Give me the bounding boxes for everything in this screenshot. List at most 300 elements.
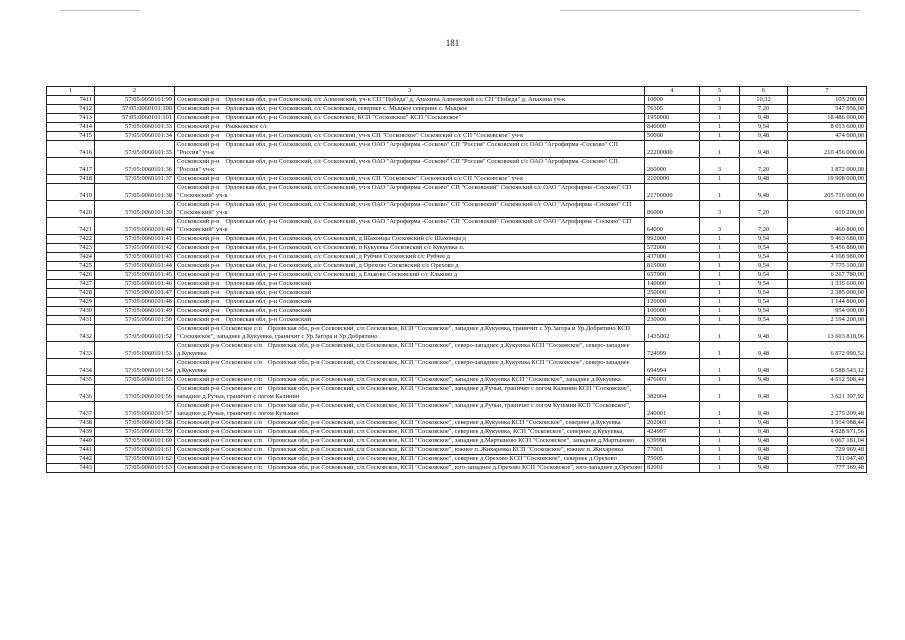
area-cell: 50000: [645, 132, 700, 141]
rate-cell: 9,48: [740, 325, 788, 342]
cadastral-number-cell: 57:05:0060101:37: [95, 175, 175, 184]
category-cell: 1: [700, 96, 740, 105]
row-number-cell: 7424: [47, 253, 95, 262]
table-row: [47, 271, 867, 280]
category-cell: 1: [700, 307, 740, 316]
location-cell: [175, 298, 645, 307]
cadastral-number-cell: 57:05:0060101:41: [95, 235, 175, 244]
value-cell: 6 267 780,00: [788, 271, 867, 280]
rate-cell: 9,48: [740, 428, 788, 437]
category-cell: 3: [700, 218, 740, 235]
area-cell: 424997: [645, 428, 700, 437]
region-text: Сосковский р-н: [177, 280, 220, 287]
area-cell: 815000: [645, 262, 700, 271]
row-number-cell: 7430: [47, 307, 95, 316]
region-text: Сосковский р-н: [177, 244, 220, 251]
region-text: Сосковский р-н Сосковское с/п: [177, 446, 262, 453]
category-cell: 1: [700, 123, 740, 132]
rate-cell: 9,48: [740, 114, 788, 123]
table-header-row: [47, 87, 867, 96]
area-cell: 75005: [645, 455, 700, 464]
category-cell: 1: [700, 402, 740, 419]
region-text: Сосковский р-н: [177, 289, 220, 296]
location-cell: [175, 262, 645, 271]
region-text: Сосковский р-н Сосковское с/п: [177, 385, 262, 392]
cadastral-number-cell: 57:05:0060101:34: [95, 132, 175, 141]
region-text: Сосковский р-н: [177, 262, 220, 269]
location-cell: [175, 175, 645, 184]
value-cell: 777 369,48: [788, 464, 867, 473]
table-row: [47, 96, 867, 105]
location-cell: [175, 402, 645, 419]
address-text: Орловская обл, р-н Сосковский, с/п Сосковское, КСП "Сосковское", западнее д.Ручьи, граничит с логом Кузьмин КСП "Сосковское", западнее д.Ручьи, граничит с логом Кузьмин: [177, 402, 631, 417]
value-cell: 6 588 543,12: [788, 359, 867, 376]
location-cell: [175, 437, 645, 446]
rate-cell: 7,20: [740, 105, 788, 114]
address-text: Орловская обл, р-н Сосковский: [225, 298, 312, 305]
table-row: [47, 123, 867, 132]
rate-cell: 9,48: [740, 141, 788, 158]
area-cell: 120000: [645, 298, 700, 307]
address-text: Орловская обл, р-н Сосковский: [225, 280, 312, 287]
row-number-cell: 7439: [47, 428, 95, 437]
category-cell: 1: [700, 235, 740, 244]
location-cell: [175, 280, 645, 289]
area-cell: 657000: [645, 271, 700, 280]
value-cell: 6 067 181,04: [788, 437, 867, 446]
value-cell: 3 621 397,92: [788, 385, 867, 402]
area-cell: 1950000: [645, 114, 700, 123]
row-number-cell: 7442: [47, 455, 95, 464]
cadastral-number-cell: 57:05:0060101:38: [95, 184, 175, 201]
cadastral-number-cell: 57:05:0060101:58: [95, 419, 175, 428]
region-text: Сосковский р-н: [177, 96, 220, 103]
area-cell: 572000: [645, 244, 700, 253]
rate-cell: 7,20: [740, 201, 788, 218]
cadastral-number-cell: 57:05:0060101:52: [95, 325, 175, 342]
column-header: 6: [740, 87, 788, 96]
rate-cell: 9,54: [740, 289, 788, 298]
table-row: [47, 218, 867, 235]
area-cell: 992000: [645, 235, 700, 244]
area-cell: 476003: [645, 376, 700, 385]
category-cell: 1: [700, 298, 740, 307]
rate-cell: 9,48: [740, 385, 788, 402]
row-number-cell: 7436: [47, 385, 95, 402]
region-text: Сосковский р-н Сосковское с/п: [177, 376, 262, 383]
row-number-cell: 7425: [47, 262, 95, 271]
region-text: Сосковский р-н: [177, 298, 220, 305]
location-cell: [175, 235, 645, 244]
table-row: [47, 158, 867, 175]
region-text: Сосковский р-н: [177, 114, 220, 121]
area-cell: 437000: [645, 253, 700, 262]
cadastral-number-cell: 57:05:0060101:54: [95, 359, 175, 376]
cadastral-number-cell: 57:05:0060101:100: [95, 105, 175, 114]
region-text: Сосковский р-н: [177, 123, 220, 130]
scan-artifact-right: [560, 10, 860, 11]
address-text: Орловская обл, р-н Сосковский, с/п Сосковское, КСП "Сосковское", западнее д.Ручьи, граничит с логом Калинин КСП "Сосковское", западнее д.Ручьи, граничит с логом Калинин: [177, 385, 632, 400]
region-text: Сосковский р-н: [177, 307, 220, 314]
value-cell: 18 486 000,00: [788, 114, 867, 123]
address-text: Орловская обл, р-н Сосковский, с/с Алпеевский, уч-к СП "Победа" д. Анахина Алпеевский с/с СП "Победа" д. Анахина уч-к: [225, 96, 566, 103]
table-row: [47, 298, 867, 307]
value-cell: 4 168 980,00: [788, 253, 867, 262]
region-text: Сосковский р-н Сосковское с/п: [177, 325, 262, 332]
table-row: [47, 316, 867, 325]
row-number-cell: 7423: [47, 244, 95, 253]
category-cell: 1: [700, 446, 740, 455]
address-text: Орловская обл, р-н Сосковский, с/с Сосковский, уч-к ОАО "Агрофирма -Сосково" СП "Сосковский" Сосковский с/с ОАО "Агрофирма -Сосково" СП "Сосковский" уч-к: [177, 184, 632, 199]
value-cell: 619 200,00: [788, 201, 867, 218]
region-text: Сосковский р-н: [177, 141, 220, 148]
row-number-cell: 7443: [47, 464, 95, 473]
address-text: Орловская обл, р-н Сосковский, с/п Сосковское, КСП "Сосковское", севернее д.Кукуевка, КСП "Сосковское", севернее д.Кукуевка,: [267, 428, 624, 435]
value-cell: 729 969,48: [788, 446, 867, 455]
address-text: Орловская обл, р-н Сосковский, с/п Сосковское, КСП "Сосковское", севернее д.Орехово КСП "Сосковское", севернее д.Орехово: [267, 455, 617, 462]
address-text: Орловская обл, р-н Сосковский, с/п Сосковское, КСП "Сосковское", юго-западнее д.Орехово КСП "Сосковское", юго-западнее д.Орехово: [267, 464, 642, 471]
row-number-cell: 7416: [47, 141, 95, 158]
location-cell: [175, 114, 645, 123]
row-number-cell: 7420: [47, 201, 95, 218]
column-header: 1: [47, 87, 95, 96]
value-cell: 711 047,40: [788, 455, 867, 464]
cadastral-number-cell: 57:05:0060101:47: [95, 289, 175, 298]
value-cell: 205 716 000,00: [788, 184, 867, 201]
value-cell: 1 335 600,00: [788, 280, 867, 289]
table-row: [47, 307, 867, 316]
area-cell: 140000: [645, 280, 700, 289]
row-number-cell: 7431: [47, 316, 95, 325]
row-number-cell: 7433: [47, 342, 95, 359]
address-text: Орловская обл, р-н Сосковский: [225, 307, 312, 314]
location-cell: [175, 428, 645, 437]
address-text: Орловская обл, р-н Сосковский, с/с Сосковский, д Шахонцы Сосковский с/с Шахонцы д: [225, 235, 466, 242]
address-text: Орловская обл, р-н Сосковский: [225, 289, 312, 296]
column-header: 4: [645, 87, 700, 96]
area-cell: 382004: [645, 385, 700, 402]
category-cell: 1: [700, 325, 740, 342]
rate-cell: 9,48: [740, 464, 788, 473]
cadastral-number-cell: 57:05:0060101:46: [95, 280, 175, 289]
location-cell: [175, 271, 645, 280]
area-cell: 639998: [645, 437, 700, 446]
category-cell: 3: [700, 201, 740, 218]
region-text: Сосковский р-н: [177, 184, 220, 191]
area-cell: 2100000: [645, 175, 700, 184]
table-row: [47, 262, 867, 271]
address-text: Рыжковское с/с: [225, 123, 268, 130]
location-cell: [175, 446, 645, 455]
region-text: Сосковский р-н Сосковское с/п: [177, 342, 262, 349]
category-cell: 3: [700, 158, 740, 175]
rate-cell: 9,54: [740, 262, 788, 271]
table-row: [47, 114, 867, 123]
area-cell: 250000: [645, 289, 700, 298]
address-text: Орловская обл, р-н Сосковский, с/с Сосковский, п Кукуевка Сосковский с/с Кукуевка п.: [225, 244, 465, 251]
region-text: Сосковский р-н: [177, 218, 220, 225]
rate-cell: 10,32: [740, 96, 788, 105]
rate-cell: 9,48: [740, 342, 788, 359]
address-text: Орловская обл, р-н Сосковский, с/п Сосковское, КСП "Сосковское", западнее д.Кукуевка, граничит с Ур.Загора и Ур.Добрятино КСП "Сосковское", западнее д.Кукуевка, граничит с Ур.Загора и Ур.Добрятино: [177, 325, 631, 340]
value-cell: 4 028 971,56: [788, 428, 867, 437]
location-cell: [175, 123, 645, 132]
address-text: Орловская обл, р-н Сосковский, с/с Сосковский, уч-к ОАО "Агрофирма -Сосково" СП "Россия" Сосковский с/с ОАО "Агрофирма -Сосково" СП "Россия" уч-к: [177, 141, 618, 156]
region-text: Сосковский р-н Сосковское с/п: [177, 428, 262, 435]
location-cell: [175, 325, 645, 342]
value-cell: 954 000,00: [788, 307, 867, 316]
area-cell: 724999: [645, 342, 700, 359]
address-text: Орловская обл, р-н Сосковский, с/с Сосковский, уч-к СП "Сосковское" Сосковский с/с СП "Сосковское" уч-к: [225, 132, 524, 139]
page-number: 181: [445, 38, 460, 48]
area-cell: 77001: [645, 446, 700, 455]
value-cell: 2 275 209,48: [788, 402, 867, 419]
row-number-cell: 7426: [47, 271, 95, 280]
cadastral-number-cell: 57:05:0060101:45: [95, 271, 175, 280]
table-row: [47, 464, 867, 473]
region-text: Сосковский р-н: [177, 158, 220, 165]
address-text: Орловская обл, р-н Сосковский, с/п Сосковское, КСП "Сосковское", западнее д.Мартыновo КСП "Сосковское", западнее д.Мартыновo: [267, 437, 635, 444]
address-text: Орловская обл, р-н Сосковский, с/с Сосковский, уч-к ОАО "Агрофирма -Сосково" СП "Сосковский" Сосковский с/с ОАО "Агрофирма -Сосково" СП "Сосковский" уч-к: [177, 201, 632, 216]
rate-cell: 9,54: [740, 280, 788, 289]
category-cell: 1: [700, 280, 740, 289]
region-text: Сосковский р-н: [177, 105, 220, 112]
location-cell: [175, 184, 645, 201]
row-number-cell: 7440: [47, 437, 95, 446]
row-number-cell: 7417: [47, 158, 95, 175]
table-row: [47, 446, 867, 455]
land-plots-table: [46, 86, 867, 473]
row-number-cell: 7432: [47, 325, 95, 342]
category-cell: 1: [700, 244, 740, 253]
row-number-cell: 7414: [47, 123, 95, 132]
cadastral-number-cell: 57:05:0060101:101: [95, 114, 175, 123]
location-cell: [175, 158, 645, 175]
cadastral-number-cell: 57:05:0060101:36: [95, 158, 175, 175]
table-row: [47, 201, 867, 218]
location-cell: [175, 96, 645, 105]
table-row: [47, 184, 867, 201]
location-cell: [175, 244, 645, 253]
table-row: [47, 342, 867, 359]
rate-cell: 9,48: [740, 437, 788, 446]
scan-artifact-left: [60, 10, 140, 11]
column-header: 3: [175, 87, 645, 96]
row-number-cell: 7415: [47, 132, 95, 141]
cadastral-number-cell: 57:05:0060101:39: [95, 201, 175, 218]
address-text: Орловская обл, р-н Сосковский, с/с Сосковский, д Ельково Сосковский с/с Ельково д: [225, 271, 458, 278]
rate-cell: 9,48: [740, 184, 788, 201]
address-text: Орловская обл, р-н Сосковский, с/с Сосковский, уч-к ОАО "Агрофирма -Сосково" СП "Россия" Сосковский с/с ОАО "Агрофирма -Сосково" СП "Россия" уч-к: [177, 158, 618, 173]
region-text: Сосковский р-н: [177, 132, 220, 139]
cadastral-number-cell: 57:05:0060101:50: [95, 316, 175, 325]
area-cell: 86000: [645, 201, 700, 218]
rate-cell: 7,20: [740, 218, 788, 235]
table-row: [47, 325, 867, 342]
location-cell: [175, 419, 645, 428]
location-cell: [175, 376, 645, 385]
table-row: [47, 253, 867, 262]
value-cell: 460 800,00: [788, 218, 867, 235]
table-body: [47, 96, 867, 473]
rate-cell: 9,54: [740, 123, 788, 132]
category-cell: 1: [700, 141, 740, 158]
table-row: [47, 141, 867, 158]
location-cell: [175, 359, 645, 376]
location-cell: [175, 253, 645, 262]
location-cell: [175, 307, 645, 316]
rate-cell: 9,54: [740, 253, 788, 262]
cadastral-number-cell: 57:05:0060101:63: [95, 464, 175, 473]
area-cell: 10000: [645, 96, 700, 105]
rate-cell: 9,54: [740, 307, 788, 316]
value-cell: 1 144 800,00: [788, 298, 867, 307]
region-text: Сосковский р-н: [177, 316, 220, 323]
cadastral-number-cell: 57:05:0060101:49: [95, 307, 175, 316]
category-cell: 1: [700, 289, 740, 298]
region-text: Сосковский р-н: [177, 175, 220, 182]
rate-cell: 9,48: [740, 132, 788, 141]
value-cell: 1 914 988,44: [788, 419, 867, 428]
row-number-cell: 7434: [47, 359, 95, 376]
cadastral-number-cell: 57:05:0060101:35: [95, 141, 175, 158]
location-cell: [175, 132, 645, 141]
table-row: [47, 455, 867, 464]
table-row: [47, 289, 867, 298]
row-number-cell: 7438: [47, 419, 95, 428]
row-number-cell: 7435: [47, 376, 95, 385]
category-cell: 1: [700, 262, 740, 271]
cadastral-number-cell: 57:05:0060101:55: [95, 376, 175, 385]
value-cell: 2 385 000,00: [788, 289, 867, 298]
region-text: Сосковский р-н: [177, 253, 220, 260]
rate-cell: 9,54: [740, 271, 788, 280]
area-cell: 64000: [645, 218, 700, 235]
area-cell: 100000: [645, 307, 700, 316]
area-cell: 260000: [645, 158, 700, 175]
table-row: [47, 175, 867, 184]
area-cell: 21700000: [645, 184, 700, 201]
row-number-cell: 7429: [47, 298, 95, 307]
row-number-cell: 7437: [47, 402, 95, 419]
region-text: Сосковский р-н: [177, 235, 220, 242]
rate-cell: 9,54: [740, 298, 788, 307]
rate-cell: 9,48: [740, 376, 788, 385]
table-row: [47, 105, 867, 114]
address-text: Орловская обл, р-н Сосковский, с/п Сосковское, КСП "Сосковское", западнее д.Кукуевка КСП "Сосковское", западнее д.Кукуевка: [267, 376, 621, 383]
row-number-cell: 7413: [47, 114, 95, 123]
address-text: Орловская обл, р-н Сосковский, с/п Сосковское, КСП "Сосковское", южнее п..Жихаревка КСП "Сосковское", южнее п..Жихаревка: [267, 446, 624, 453]
table-row: [47, 419, 867, 428]
value-cell: 5 456 880,00: [788, 244, 867, 253]
region-text: Сосковский р-н: [177, 201, 220, 208]
value-cell: 474 000,00: [788, 132, 867, 141]
category-cell: 1: [700, 316, 740, 325]
category-cell: 1: [700, 419, 740, 428]
cadastral-number-cell: 57:05:0060101:43: [95, 253, 175, 262]
row-number-cell: 7422: [47, 235, 95, 244]
rate-cell: 9,48: [740, 402, 788, 419]
row-number-cell: 7427: [47, 280, 95, 289]
area-cell: 240001: [645, 402, 700, 419]
cadastral-number-cell: 57:05:0060101:44: [95, 262, 175, 271]
location-cell: [175, 316, 645, 325]
category-cell: 1: [700, 175, 740, 184]
table-row: [47, 280, 867, 289]
address-text: Орловская обл, р-н Сосковский, с/п Сосковское, КСП "Сосковское", севернее д.Кукуевка КСП "Сосковское", севернее д.Кукуевка: [267, 419, 621, 426]
column-header: 5: [700, 87, 740, 96]
table-row: [47, 235, 867, 244]
location-cell: [175, 218, 645, 235]
table-row: [47, 244, 867, 253]
address-text: Орловская обл, р-н Сосковский, с/с Сосковский, уч-к ОАО "Агрофирма -Сосково" СП "Сосковский" Сосковский с/с ОАО "Агрофирма -Сосково" СП "Сосковский" уч-к: [177, 218, 632, 233]
category-cell: 3: [700, 105, 740, 114]
table-row: [47, 376, 867, 385]
cadastral-number-cell: 57:05:0060101:60: [95, 437, 175, 446]
address-text: Орловская обл, р-н Сосковский: [225, 316, 312, 323]
address-text: Орловская обл, р-н Сосковский, с/с Сосковский, уч-к СП "Сосковское" Сосковский с/с СП "Сосковское" уч-к: [225, 175, 524, 182]
cadastral-number-cell: 57:05:0050101:99: [95, 96, 175, 105]
address-text: Орловская обл, р-н Сосковский, с/с Сосковский, д Орехово Сосковский с/с Орехово д: [225, 262, 459, 269]
address-text: Орловская обл, р-н Сосковский, с/с Сосковское, севернее с. Мыцкое северние с. Мыцкое: [225, 105, 468, 112]
category-cell: 1: [700, 114, 740, 123]
area-cell: 1435002: [645, 325, 700, 342]
cadastral-number-cell: 57:05:0060101:40: [95, 218, 175, 235]
row-number-cell: 7428: [47, 289, 95, 298]
address-text: Орловская обл, р-н Сосковский, с/с Сосковский, д Рубчее Сосковский с/с Рубчее д: [225, 253, 450, 260]
category-cell: 1: [700, 428, 740, 437]
location-cell: [175, 464, 645, 473]
address-text: Орловская обл, р-н Сосковский, с/п Сосковское, КСП "Сосковское", северо-западнее д.Кукуевка КСП "Сосковское", северо-западнее д.Кукуевка: [177, 342, 630, 357]
row-number-cell: 7421: [47, 218, 95, 235]
rate-cell: 9,48: [740, 359, 788, 376]
cadastral-number-cell: 57:05:0060101:59: [95, 428, 175, 437]
address-text: Орловская обл, р-н Сосковский, с/с Сосковское, КСП "Сосковское" КСП "Сосковское": [225, 114, 462, 121]
region-text: Сосковский р-н Сосковское с/п: [177, 437, 262, 444]
row-number-cell: 7418: [47, 175, 95, 184]
category-cell: 1: [700, 359, 740, 376]
value-cell: 210 456 000,00: [788, 141, 867, 158]
rate-cell: 9,48: [740, 175, 788, 184]
table-row: [47, 385, 867, 402]
rate-cell: 7,20: [740, 158, 788, 175]
area-cell: 76305: [645, 105, 700, 114]
location-cell: [175, 455, 645, 464]
row-number-cell: 7411: [47, 96, 95, 105]
location-cell: [175, 342, 645, 359]
category-cell: 1: [700, 132, 740, 141]
location-cell: [175, 385, 645, 402]
row-number-cell: 7412: [47, 105, 95, 114]
value-cell: 103 200,00: [788, 96, 867, 105]
category-cell: 1: [700, 253, 740, 262]
area-cell: 82001: [645, 464, 700, 473]
rate-cell: 9,48: [740, 446, 788, 455]
region-text: Сосковский р-н Сосковское с/п: [177, 419, 262, 426]
table-row: [47, 428, 867, 437]
rate-cell: 9,54: [740, 244, 788, 253]
category-cell: 1: [700, 385, 740, 402]
area-cell: 840000: [645, 123, 700, 132]
location-cell: [175, 201, 645, 218]
region-text: Сосковский р-н: [177, 271, 220, 278]
region-text: Сосковский р-н Сосковское с/п: [177, 359, 262, 366]
rate-cell: 9,54: [740, 316, 788, 325]
cadastral-number-cell: 57:05:0060101:61: [95, 446, 175, 455]
category-cell: 1: [700, 455, 740, 464]
category-cell: 1: [700, 271, 740, 280]
category-cell: 1: [700, 342, 740, 359]
